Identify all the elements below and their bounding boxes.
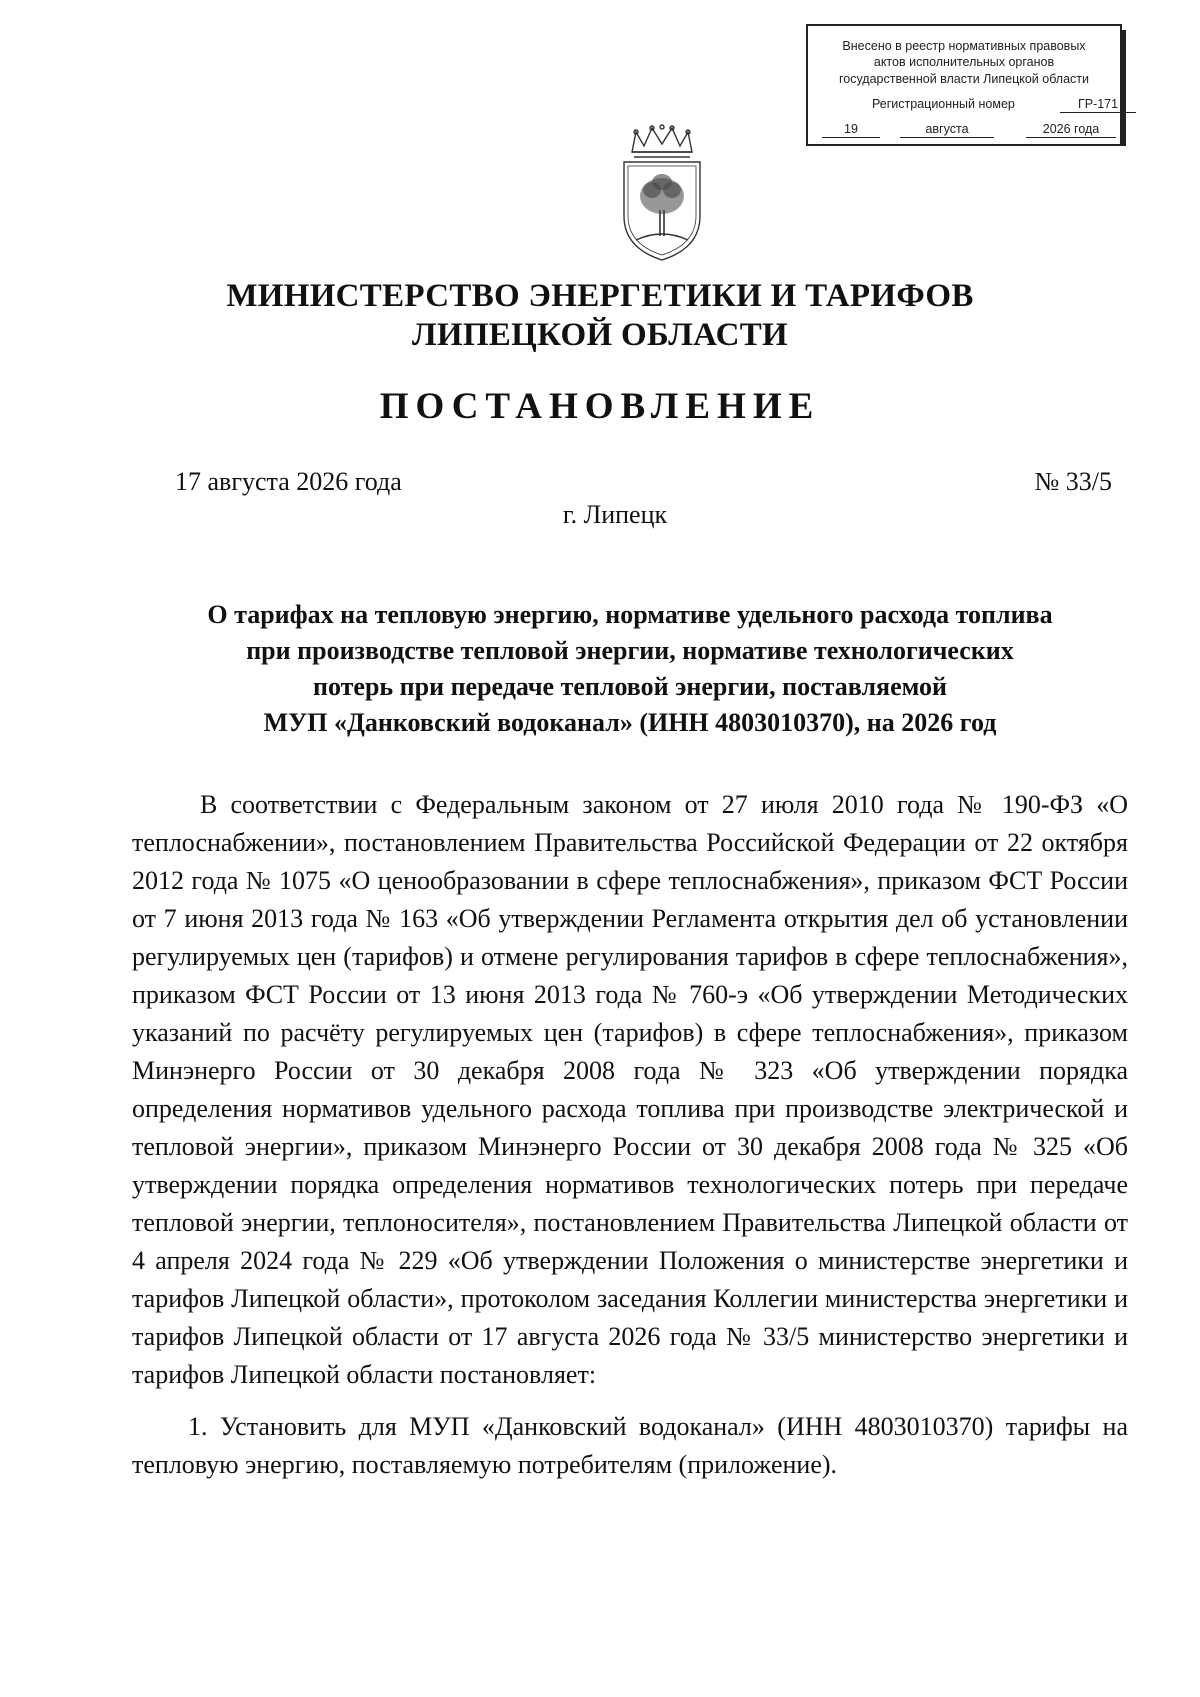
clause-1: 1. Установить для МУП «Данковский водоканал» (ИНН 4803010370) тарифы на тепловую энергию, поставляемую потребителям (приложение).	[132, 1412, 1128, 1479]
subject-line-3: потерь при передаче тепловой энергии, поставляемой	[313, 672, 947, 701]
preamble-paragraph: В соответствии с Федеральным законом от 27 июля 2010 года № 190-ФЗ «О теплоснабжении», постановлением Правительства Российской Федерации от 22 октября 2012 года № 1075 «О ценообразовании в сфере теплоснабжения», приказом ФСТ России от 7 июня 2013 года № 163 «Об утверждении Регламента открытия дел об установлении регулируемых цен (тарифов) и отмене регулирования тарифов в сфере теплоснабжения», приказом ФСТ России от 13 июня 2013 года № 760-э «Об утверждении Методических указаний по расчёту регулируемых цен (тарифов) в сфере теплоснабжения», приказом Минэнерго России от 30 декабря 2008 года № 323 «Об утверждении порядка определения нормативов удельного расхода топлива при производстве электрической и тепловой энергии», приказом Минэнерго России от 30 декабря 2008 года № 325 «Об утверждении порядка определения нормативов технологических потерь при передаче тепловой энергии, теплоносителя», постановлением Правительства Липецкой области от 4 апреля 2024 года № 229 «Об утверждении Положения о министерстве энергетики и тарифов Липецкой области», протоколом заседания Коллегии министерства энергетики и тарифов Липецкой области от 17 августа 2026 года № 33/5 министерство энергетики и тарифов Липецкой области постановляет:	[132, 790, 1128, 1389]
subject-line-2: при производстве тепловой энергии, нормативе технологических	[246, 636, 1014, 665]
stamp-date-row	[808, 121, 1120, 139]
subject-line-1: О тарифах на тепловую энергию, нормативе удельного расхода топлива	[207, 600, 1053, 629]
stamp-year: 2026 года	[1026, 121, 1116, 138]
document-date: 17 августа 2026 года	[175, 467, 402, 496]
document-subject	[130, 597, 1130, 741]
ministry-name-line-2: ЛИПЕЦКОЙ ОБЛАСТИ	[411, 317, 789, 353]
document-number: № 33/5	[1034, 467, 1112, 496]
document-city: г. Липецк	[562, 500, 668, 529]
ministry-name-line-1: МИНИСТЕРСТВО ЭНЕРГЕТИКИ И ТАРИФОВ	[226, 278, 974, 314]
stamp-registration-label: Регистрационный номер	[872, 97, 1015, 111]
stamp-shadow	[1122, 30, 1126, 146]
stamp-line-1: Внесено в реестр нормативных правовых	[842, 39, 1086, 53]
stamp-line-3: государственной власти Липецкой области	[838, 72, 1090, 86]
registration-stamp	[806, 24, 1122, 146]
stamp-line-2: актов исполнительных органов	[873, 55, 1055, 69]
coat-of-arms-icon	[614, 124, 710, 264]
stamp-day: 19	[822, 121, 880, 138]
subject-line-4: МУП «Данковский водоканал» (ИНН 4803010370), на 2026 год	[263, 708, 997, 737]
document-type-title: ПОСТАНОВЛЕНИЕ	[379, 386, 821, 427]
document-body	[132, 786, 1128, 1484]
stamp-registration-number: ГР-171	[1060, 96, 1136, 113]
stamp-month: августа	[900, 121, 994, 138]
stamp-registration-row	[842, 96, 1119, 114]
